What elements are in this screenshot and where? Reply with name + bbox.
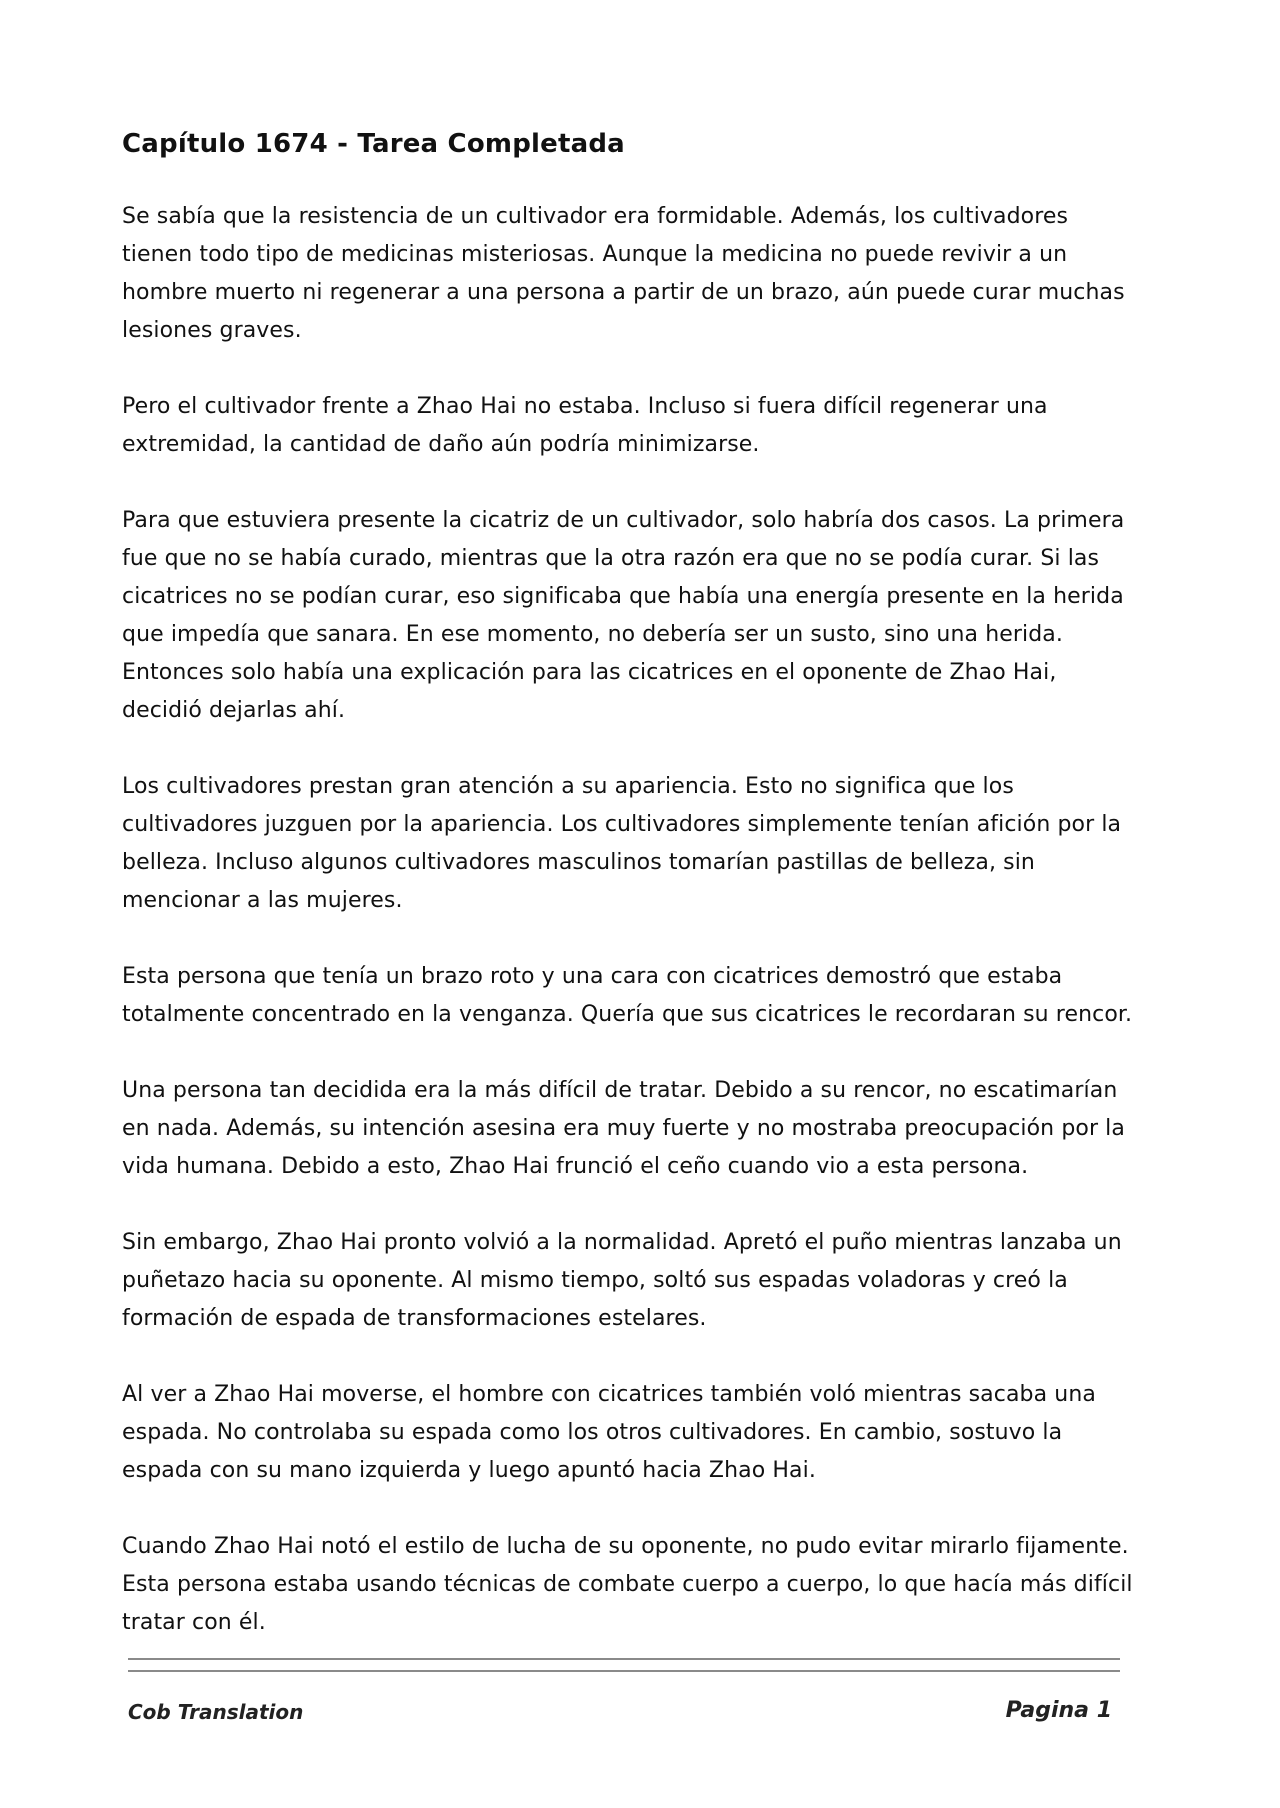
chapter-title: Capítulo 1674 - Tarea Completada bbox=[122, 129, 625, 159]
paragraph-4: Los cultivadores prestan gran atención a su apariencia. Esto no significa que los cultivadores juzguen por la apariencia. Los cultivadores simplemente tenían afición por la belleza. Incluso algunos cultivadores masculinos tomarían pastillas de belleza, sin mencionar a las mujeres. bbox=[122, 774, 1122, 913]
footer-page-number: Pagina 1 bbox=[1005, 1698, 1112, 1723]
footer-divider bbox=[128, 1658, 1120, 1682]
paragraph-8: Al ver a Zhao Hai moverse, el hombre con cicatrices también voló mientras sacaba una espada. No controlaba su espada como los otros cultivadores. En cambio, sostuvo la espada con su mano izquierda y luego apuntó hacia Zhao Hai. bbox=[122, 1382, 1096, 1483]
paragraph-1: Se sabía que la resistencia de un cultivador era formidable. Además, los cultivadores tienen todo tipo de medicinas misteriosas. Aunque la medicina no puede revivir a un hombre muerto ni regenerar a una persona a partir de un brazo, aún puede curar muchas lesiones graves. bbox=[122, 204, 1125, 343]
paragraph-7: Sin embargo, Zhao Hai pronto volvió a la normalidad. Apretó el puño mientras lanzaba un puñetazo hacia su oponente. Al mismo tiempo, soltó sus espadas voladoras y creó la formación de espada de transformaciones estelares. bbox=[122, 1230, 1122, 1331]
footer-rule-bottom bbox=[128, 1670, 1120, 1672]
paragraph-3: Para que estuviera presente la cicatriz de un cultivador, solo habría dos casos. La primera fue que no se había curado, mientras que la otra razón era que no se podía curar. Si las cicatrices no se podían curar, eso significaba que había una energía presente en la herida que impedía que sanara. En ese momento, no debería ser un susto, sino una herida. Entonces solo había una explicación para las cicatrices en el oponente de Zhao Hai, decidió dejarlas ahí. bbox=[122, 508, 1125, 723]
footer-translator-credit: Cob Translation bbox=[128, 1700, 304, 1724]
paragraph-9: Cuando Zhao Hai notó el estilo de lucha de su oponente, no pudo evitar mirarlo fijamente. Esta persona estaba usando técnicas de combate cuerpo a cuerpo, lo que hacía más difícil tratar con él. bbox=[122, 1534, 1133, 1635]
document-body bbox=[122, 124, 1142, 1680]
paragraph-5: Esta persona que tenía un brazo roto y una cara con cicatrices demostró que estaba totalmente concentrado en la venganza. Quería que sus cicatrices le recordaran su rencor. bbox=[122, 964, 1133, 1027]
paragraph-2: Pero el cultivador frente a Zhao Hai no estaba. Incluso si fuera difícil regenerar una extremidad, la cantidad de daño aún podría minimizarse. bbox=[122, 394, 1048, 457]
footer-rule-top bbox=[128, 1658, 1120, 1660]
paragraph-6: Una persona tan decidida era la más difícil de tratar. Debido a su rencor, no escatimarían en nada. Además, su intención asesina era muy fuerte y no mostraba preocupación por la vida humana. Debido a esto, Zhao Hai frunció el ceño cuando vio a esta persona. bbox=[122, 1078, 1125, 1179]
